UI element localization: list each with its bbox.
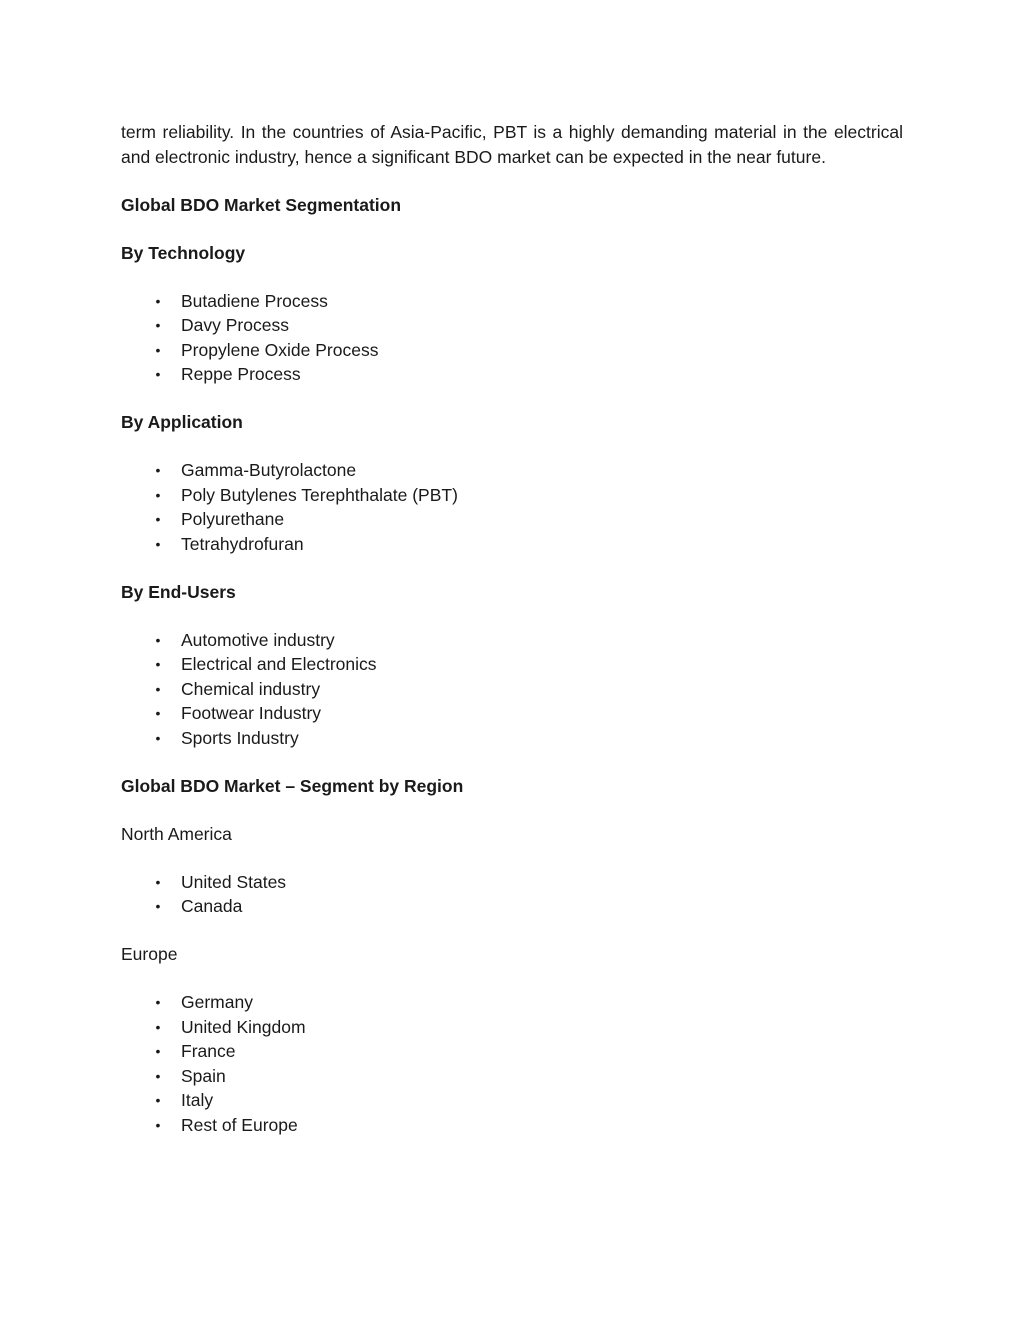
list-item-text: Poly Butylenes Terephthalate (PBT) [181, 484, 458, 505]
list-item [121, 532, 903, 557]
bullet-icon: • [155, 366, 161, 382]
list-item-text: United Kingdom [181, 1016, 306, 1037]
bullet-icon: • [155, 1092, 161, 1108]
intro-paragraph: term reliability. In the countries of Asia-Pacific, PBT is a highly demanding material in the electrical and electronic industry, hence a significant BDO market can be expected in the near future. [121, 122, 903, 167]
list-item [121, 1015, 903, 1040]
list-item [121, 701, 903, 726]
list-item [121, 1039, 903, 1064]
list-item [121, 726, 903, 751]
list-item-text: Sports Industry [181, 727, 299, 748]
list-item-text: Chemical industry [181, 678, 321, 699]
list-item-text: Butadiene Process [181, 290, 328, 311]
north-america-list [121, 870, 903, 919]
list-item [121, 1113, 903, 1138]
list-item [121, 990, 903, 1015]
list-item [121, 677, 903, 702]
bullet-icon: • [155, 292, 161, 309]
bullet-icon: • [155, 1067, 161, 1084]
bullet-icon: • [155, 341, 161, 358]
bullet-icon: • [155, 511, 161, 527]
region-heading: Global BDO Market – Segment by Region [121, 775, 464, 796]
list-item-text: France [181, 1041, 236, 1061]
list-item [121, 894, 903, 919]
list-item-text: United States [181, 871, 287, 892]
list-item [121, 1064, 903, 1089]
list-item [121, 1088, 903, 1113]
bullet-icon: • [155, 873, 161, 890]
list-item-text: Footwear Industry [181, 703, 322, 723]
list-item-text: Spain [181, 1065, 226, 1086]
bullet-icon: • [155, 656, 161, 672]
bullet-icon: • [155, 535, 161, 552]
list-item-text: Italy [181, 1090, 214, 1110]
list-item [121, 870, 903, 895]
bullet-icon: • [155, 705, 161, 721]
bullet-icon: • [155, 317, 161, 333]
end-users-heading: By End-Users [121, 581, 236, 602]
bullet-icon: • [155, 898, 161, 914]
segmentation-heading: Global BDO Market Segmentation [121, 194, 402, 215]
list-item-text: Davy Process [181, 315, 289, 335]
bullet-icon: • [155, 729, 161, 746]
list-item [121, 338, 903, 363]
list-item [121, 483, 903, 508]
document-content [121, 120, 903, 1137]
list-item [121, 652, 903, 677]
bullet-icon: • [155, 631, 161, 648]
technology-list [121, 289, 903, 387]
list-item [121, 362, 903, 387]
list-item-text: Canada [181, 896, 243, 916]
bullet-icon: • [155, 1043, 161, 1059]
list-item [121, 507, 903, 532]
list-item-text: Rest of Europe [181, 1114, 298, 1135]
bullet-icon: • [155, 1116, 161, 1133]
list-item-text: Reppe Process [181, 364, 301, 384]
list-item-text: Propylene Oxide Process [181, 339, 379, 360]
list-item-text: Automotive industry [181, 629, 335, 650]
bullet-icon: • [155, 680, 161, 697]
application-list [121, 458, 903, 556]
application-heading: By Application [121, 412, 243, 432]
north-america-label: North America [121, 823, 232, 844]
technology-heading: By Technology [121, 242, 246, 263]
list-item-text: Gamma-Butyrolactone [181, 460, 357, 480]
list-item-text: Electrical and Electronics [181, 654, 377, 674]
bullet-icon: • [155, 462, 161, 478]
bullet-icon: • [155, 1018, 161, 1035]
list-item [121, 289, 903, 314]
europe-list [121, 990, 903, 1137]
list-item-text: Polyurethane [181, 509, 285, 529]
end-users-list [121, 628, 903, 751]
europe-label: Europe [121, 944, 178, 964]
list-item [121, 458, 903, 483]
list-item-text: Germany [181, 992, 253, 1012]
list-item [121, 313, 903, 338]
bullet-icon: • [155, 994, 161, 1010]
bullet-icon: • [155, 486, 161, 503]
list-item [121, 628, 903, 653]
list-item-text: Tetrahydrofuran [181, 533, 304, 554]
